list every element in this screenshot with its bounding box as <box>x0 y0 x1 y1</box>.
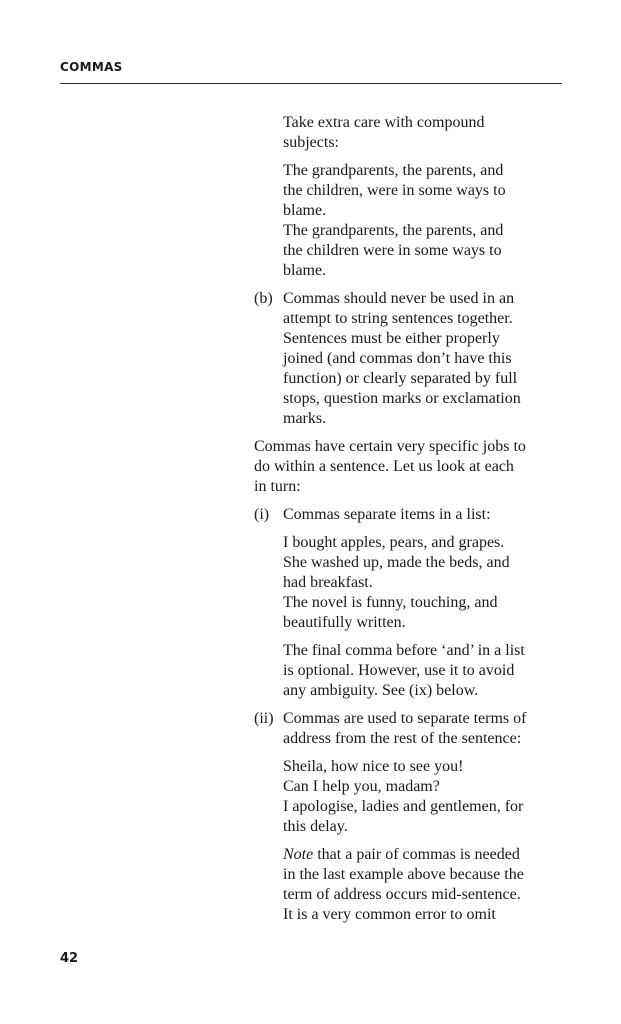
note-text: that a pair of commas is needed <box>313 846 520 863</box>
example-line: I bought apples, pears, and grapes. <box>283 534 505 551</box>
list-item-b <box>254 289 564 429</box>
running-head: COMMAS <box>60 60 123 74</box>
list-item-ii-note <box>254 845 564 925</box>
example-line: I apologise, ladies and gentlemen, for <box>283 798 524 815</box>
text-line: Commas separate items in a list: <box>283 506 491 523</box>
item-marker: (i) <box>254 506 270 523</box>
header-rule <box>60 83 562 84</box>
text-line: in the last example above because the <box>283 866 524 883</box>
list-item-i <box>254 505 564 525</box>
text-line: stops, question marks or exclamation <box>283 390 521 407</box>
example-line: this delay. <box>283 818 348 835</box>
page-number: 42 <box>60 951 79 966</box>
text-line: do within a sentence. Let us look at each <box>254 458 514 475</box>
example-line: blame. <box>283 262 327 279</box>
example-line: beautifully written. <box>283 614 406 631</box>
item-marker: (ii) <box>254 710 274 727</box>
example-line: the children were in some ways to <box>283 242 502 259</box>
text-line: marks. <box>283 410 327 427</box>
example-line: The novel is funny, touching, and <box>283 594 498 611</box>
text-line: It is a very common error to omit <box>283 906 496 923</box>
list-item-ii <box>254 709 564 749</box>
page-body <box>254 113 564 925</box>
text-line: attempt to string sentences together. <box>283 310 513 327</box>
example-line: She washed up, made the beds, and <box>283 554 510 571</box>
list-item-i-note <box>254 641 564 701</box>
note-label: Note <box>283 846 314 863</box>
text-line: term of address occurs mid-sentence. <box>283 886 521 903</box>
item-marker: (b) <box>254 290 273 307</box>
text-line: is optional. However, use it to avoid <box>283 662 515 679</box>
text-line: Commas should never be used in an <box>283 290 515 307</box>
compound-intro <box>254 113 564 153</box>
text-line: any ambiguity. See (ix) below. <box>283 682 479 699</box>
text-line: The final comma before ‘and’ in a list <box>283 642 525 659</box>
text-line: subjects: <box>283 134 339 151</box>
example-line: blame. <box>283 202 327 219</box>
jobs-intro <box>254 437 564 497</box>
example-line: the children, were in some ways to <box>283 182 506 199</box>
note-first-line <box>283 845 564 865</box>
list-item-ii-examples <box>254 757 564 837</box>
text-line: Commas have certain very specific jobs to <box>254 438 526 455</box>
list-item-i-examples <box>254 533 564 633</box>
example-line: Can I help you, madam? <box>283 778 440 795</box>
text-line: in turn: <box>254 478 301 495</box>
example-line: had breakfast. <box>283 574 373 591</box>
example-line: The grandparents, the parents, and <box>283 222 504 239</box>
text-line: function) or clearly separated by full <box>283 370 518 387</box>
text-line: address from the rest of the sentence: <box>283 730 522 747</box>
text-line: joined (and commas don’t have this <box>283 350 512 367</box>
text-line: Take extra care with compound <box>283 114 485 131</box>
text-line: Commas are used to separate terms of <box>283 710 527 727</box>
example-line: The grandparents, the parents, and <box>283 162 504 179</box>
compound-example <box>254 161 564 281</box>
example-line: Sheila, how nice to see you! <box>283 758 464 775</box>
text-line: Sentences must be either properly <box>283 330 500 347</box>
